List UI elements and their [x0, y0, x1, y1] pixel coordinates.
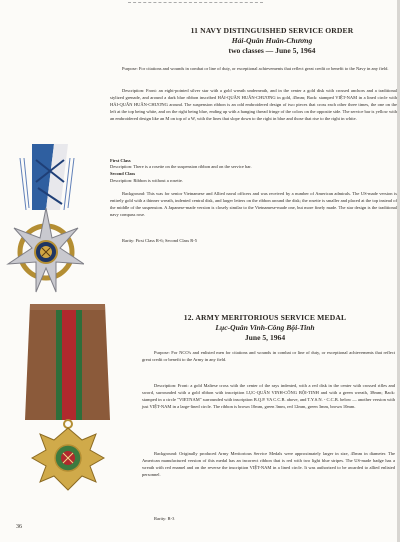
ribbon-red-center [62, 304, 76, 420]
medal-1-date: two classes — June 5, 1964 [228, 46, 316, 55]
medal-2-date: June 5, 1964 [244, 333, 286, 342]
page-number: 36 [16, 524, 22, 530]
medal-2-title: 12. ARMY MERITORIOUS SERVICE MEDAL [183, 313, 347, 322]
medal-1-purpose: Purpose: For citations and wounds in combat or line of duty, or exceptional achievements that reflect great credit or benefit to the Navy in any field. [122, 66, 389, 71]
first-class-description: Description: There is a rosette on the suspension ribbon and on the service bar. [110, 164, 252, 169]
second-class-description: Description: Ribbon is without a rosette. [110, 178, 183, 183]
medal-2-description: Description: Front: a gold Maltese cross with the center of the rays indented, with a red disk in the center with crossed rifles and sword, surrounded with a gold ribbon with inscription LỤC-QUÂN VINH-CÔNG BỘI-TINH and with a green wreath, 38mm; Back: stamped in a circle "VIETNAM" surrounded with inscription B.Q.P. VA C.C.B. above, and T.Y.S.N. - C.C.B. below — another version with just VIỆT-NAM in a large-lined circle. The ribbon is brown 10mm, green 3mm, red 12mm, green 3mm, brown 10mm. [142, 383, 395, 409]
top-rule [128, 2, 263, 3]
ribbon-top-fold [30, 304, 105, 310]
second-class-label: Second Class [110, 171, 136, 176]
medal-2-purpose: Purpose: For NCO's and enlisted men for citations and wounds in combat or line of duty, or exceptional achievements that reflect great credit or benefit to the Army in any field. [142, 350, 395, 362]
medal-1-vietnamese-name: Hải-Quân Huân-Chương [231, 36, 313, 45]
medal-2-rarity: Rarity: R-3 [154, 516, 175, 521]
medal-2-background: Background: Originally produced Army Meritorious Service Medals were approximately larger in size, 45mm in diameter. The American manufactured version of this medal has an incorrect ribbon that is red with two light blue stripes. The US-made badge has a wreath with red enamel and on the reverse the inscription VIỆT-NAM in a lined circle. It was authorized to be awarded to allied enlisted personnel. [142, 451, 395, 477]
suspension-loop [64, 420, 72, 428]
medal-1-rarity: Rarity: First Class R-6; Second Class R-5 [122, 238, 198, 243]
first-class-label: First Class [110, 158, 131, 163]
medal-2-vietnamese-name: Lục-Quân Vinh-Công Bội-Tinh [215, 323, 315, 332]
medal-1-description: Description: Front: an eight-pointed silver star with a gold wreath underneath, and in the center a gold disk with crossed anchors and a traditional stylized grenade, and around a dark blue ribbon inscribed HẢI-QUÂN HUÂN-CHƯƠNG in gold, 45mm; Back: stamped VIỆT-NAM in a lined circle with HẢI-QUÂN HUÂN-CHƯƠNG around. The suspension ribbon is an odd embroidered design of two pieces that cross each other three times, the one on the left at the top being white, and on the right being blue, ending up with a hanging thread fringe of the colors on the opposite side. The service bar is yellow with an embroidered design like an M on top of a W, with the lines that slope down to the right in blue and those that rise to the right in white. [110, 88, 397, 121]
ribbon-green-right [76, 304, 82, 420]
ribbon-green-left [56, 304, 62, 420]
medal-1-heading [148, 26, 396, 56]
army-meritorious-service-medal-image [10, 290, 125, 505]
medal-1-title: 11 NAVY DISTINGUISHED SERVICE ORDER [190, 26, 354, 35]
medal-1-background: Background: This was for senior Vietnamese and Allied naval officers and was received by a number of American admirals. The US-made version is entirely gold with a thinner wreath, indented central disk, and larger letters on the ribbon around the disk; the rosette is smaller and placed at the top instead of the middle of the suspension. A Japanese-made version is closely similar to the Vietnamese-made one, but more finely made. The star design is the traditional navy compass rose. [110, 191, 397, 217]
medal-2-heading [135, 313, 395, 343]
